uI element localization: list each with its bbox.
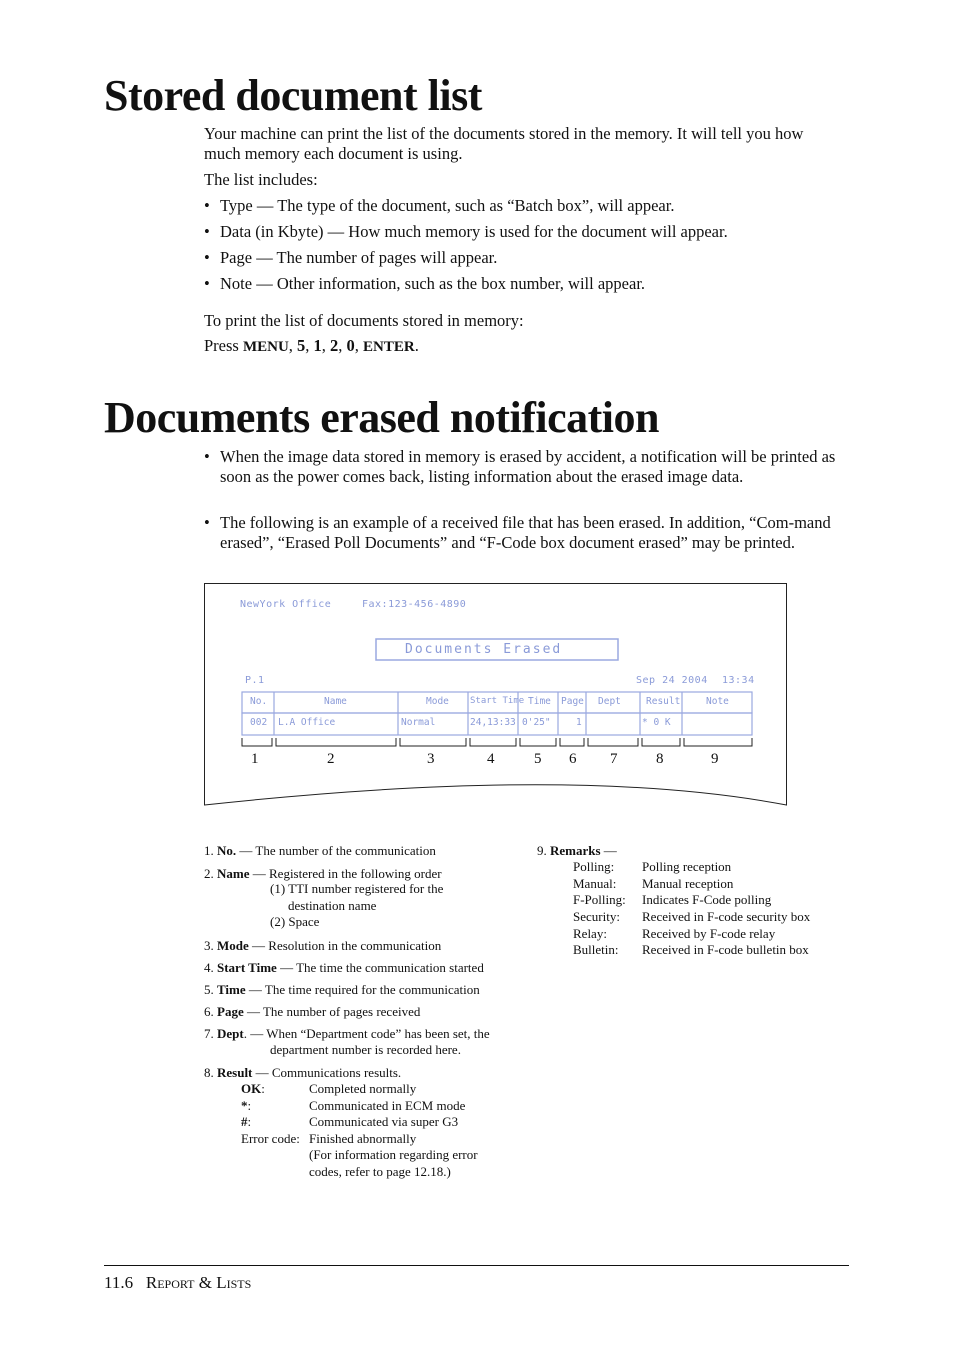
result-desc: Finished abnormally	[309, 1131, 417, 1146]
office-name: NewYork Office	[240, 599, 332, 610]
report-date: Sep 24 2004	[636, 675, 708, 686]
note-start-time: 4. Start Time — The time the communication started	[204, 960, 484, 975]
remark-value: Received in F-code security box	[642, 909, 811, 924]
callout-number: 2	[327, 751, 335, 767]
note-dept-cont: department number is recorded here.	[270, 1042, 461, 1057]
fax-number: Fax:123-456-4890	[362, 599, 467, 610]
print-instruction: To print the list of documents stored in memory:	[204, 311, 524, 330]
result-code: #:	[241, 1114, 252, 1129]
section-title-stored-list: Stored document list	[104, 71, 482, 120]
section-title-erased: Documents erased notification	[104, 393, 659, 442]
report-time: 13:34	[722, 675, 755, 686]
note-mode: 3. Mode — Resolution in the communication	[204, 938, 442, 953]
list-item: • Note — Other information, such as the box number, will appear.	[204, 274, 646, 293]
note-name-sub: (1) TTI number registered for the	[270, 881, 444, 896]
table-cell: Normal	[401, 717, 436, 728]
remark-key: Polling:	[573, 859, 615, 874]
result-desc: (For information regarding error	[309, 1147, 478, 1162]
note-time: 5. Time — The time required for the communication	[204, 982, 480, 997]
callout-number: 9	[711, 751, 719, 767]
table-cell: 24,13:33	[470, 717, 516, 728]
table-cell: L.A Office	[278, 717, 336, 728]
column-header: Name	[324, 696, 347, 707]
report-banner: Documents Erased	[405, 642, 563, 657]
callout-number: 6	[569, 751, 577, 767]
result-desc: Communicated in ECM mode	[309, 1098, 466, 1113]
note-name-sub: (2) Space	[270, 914, 320, 929]
table-cell: 0'25"	[522, 717, 551, 728]
callout-number: 7	[610, 751, 618, 767]
column-header: Dept	[598, 696, 621, 707]
list-item: • When the image data stored in memory is erased by accident, a notification will be printed as soon as the power comes back, listing information about the erased image data.	[204, 447, 836, 486]
menu-key: MENU	[242, 339, 289, 355]
note-dept: 7. Dept. — When “Department code” has been set, the	[204, 1026, 490, 1041]
list-item: • Page — The number of pages will appear.	[204, 248, 498, 267]
note-name-sub: destination name	[288, 898, 377, 913]
column-header: No.	[250, 696, 268, 707]
remark-value: Polling reception	[642, 859, 732, 874]
result-desc: codes, refer to page 12.18.)	[309, 1164, 451, 1179]
note-remarks: 9. Remarks —	[537, 843, 617, 858]
column-header: Start Time	[470, 696, 525, 706]
result-code: Error code:	[241, 1131, 300, 1146]
callout-number: 1	[251, 751, 259, 767]
enter-key: ENTER	[363, 339, 415, 355]
callout-number: 5	[534, 751, 542, 767]
column-header: Mode	[426, 696, 449, 707]
result-code: OK:	[241, 1081, 265, 1096]
remark-key: Bulletin:	[573, 942, 619, 957]
page-number: 11.6	[104, 1273, 134, 1292]
table-cell: 1	[576, 717, 582, 728]
callout-number: 3	[427, 751, 435, 767]
intro-paragraph: Your machine can print the list of the documents stored in the memory. It will tell you how much memory each document is using.	[204, 124, 804, 163]
list-item: • Type — The type of the document, such as “Batch box”, will appear.	[204, 196, 675, 215]
table-cell: 002	[250, 717, 268, 728]
remark-key: Manual:	[573, 876, 617, 891]
result-desc: Communicated via super G3	[309, 1114, 459, 1129]
result-code: *:	[241, 1098, 252, 1113]
page-indicator: P.1	[245, 675, 265, 686]
list-item: • Data (in Kbyte) — How much memory is used for the document will appear.	[204, 222, 728, 241]
note-no: 1. No. — The number of the communication	[204, 843, 436, 858]
note-result: 8. Result — Communications results.	[204, 1065, 402, 1080]
result-desc: Completed normally	[309, 1081, 417, 1096]
callout-number: 4	[487, 751, 495, 767]
page-footer	[104, 1273, 251, 1293]
list-label: The list includes:	[204, 170, 318, 189]
list-item: • The following is an example of a received file that has been erased. In addition, “Com-mand erased”, “Erased Poll Documents” and “F-Code box document erased” may be printed.	[204, 513, 831, 552]
erased-report-figure	[204, 583, 787, 819]
remark-key: Relay:	[573, 926, 607, 941]
remark-key: F-Polling:	[573, 892, 626, 907]
column-header: Note	[706, 696, 729, 707]
remark-value: Received in F-code bulletin box	[642, 942, 809, 957]
remark-value: Manual reception	[642, 876, 734, 891]
callout-number: 8	[656, 751, 664, 767]
chapter-title: Report & Lists	[145, 1273, 252, 1292]
column-header: Result	[646, 696, 681, 707]
remark-key: Security:	[573, 909, 620, 924]
footer-rule	[104, 1265, 849, 1266]
column-header: Page	[561, 696, 584, 707]
note-name: 2. Name — Registered in the following order	[204, 866, 442, 881]
remark-value: Received by F-code relay	[642, 926, 776, 941]
note-page: 6. Page — The number of pages received	[204, 1004, 421, 1019]
table-cell: * 0 K	[642, 717, 671, 728]
key-sequence: Press MENU, 5, 1, 2, 0, ENTER.	[204, 336, 419, 355]
column-header: Time	[528, 696, 551, 707]
remark-value: Indicates F-Code polling	[642, 892, 772, 907]
